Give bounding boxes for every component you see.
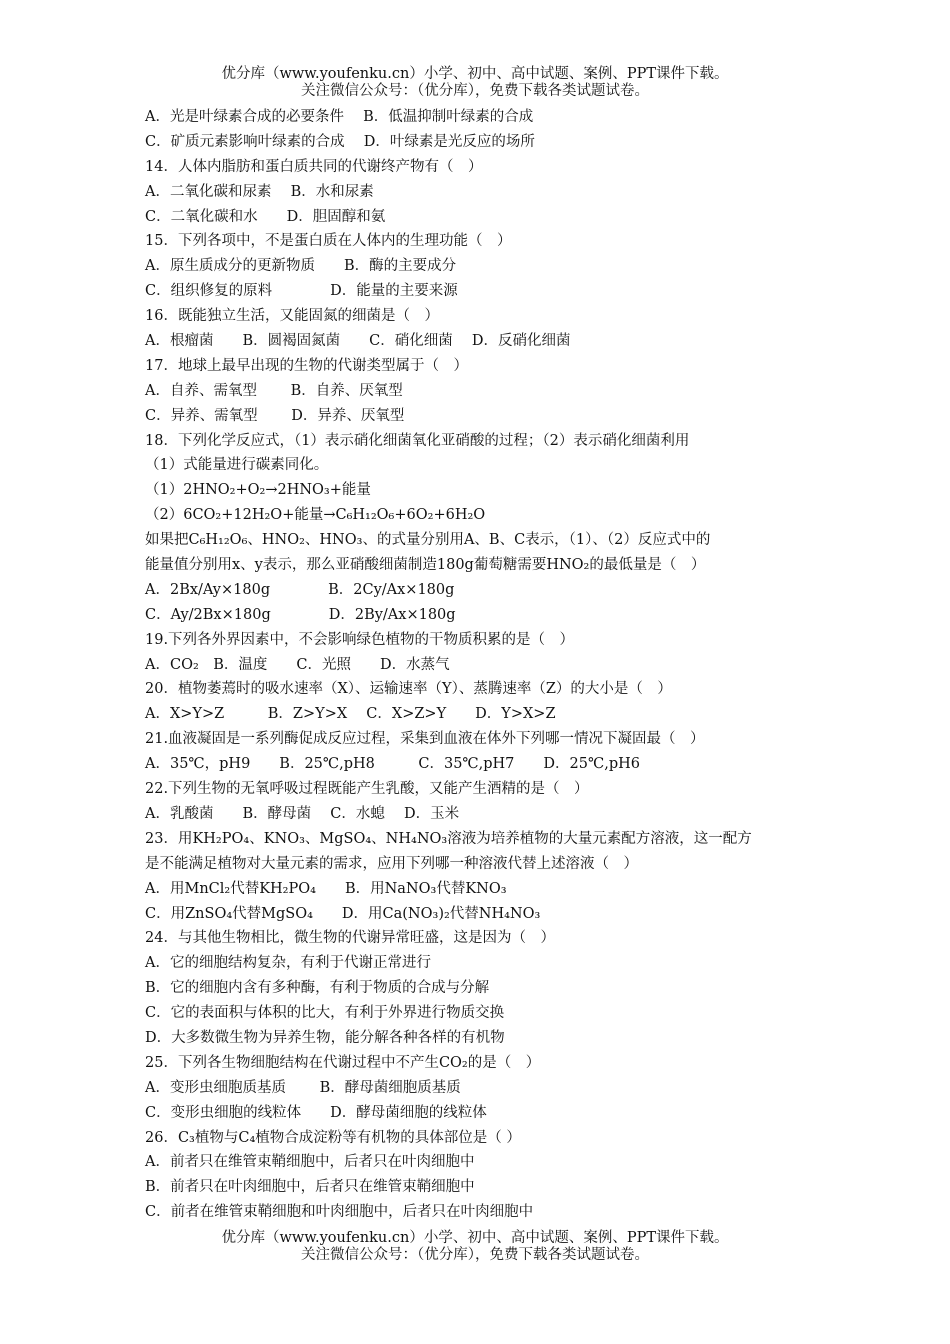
question-24: 24．与其他生物相比，微生物的代谢异常旺盛，这是因为（ ）: [145, 930, 555, 947]
text-line: 如果把C₆H₁₂O₆、HNO₂、HNO₃、的式量分别用A、B、C表示，（1）、（2）反应式中的: [145, 532, 711, 549]
question-20: 20．植物萎蔫时的吸水速率（X）、运输速率（Y）、蒸腾速率（Z）的大小是（ ）: [145, 681, 672, 698]
text-line: A．35℃，pH9 B．25℃,pH8 C．35℃,pH7 D．25℃,pH6: [145, 756, 640, 773]
question-body: [145, 105, 810, 1225]
text-line: C．前者在维管束鞘细胞和叶肉细胞中，后者只在叶肉细胞中: [145, 1204, 534, 1221]
text-line: C．用ZnSO₄代替MgSO₄ D．用Ca(NO₃)₂代替NH₄NO₃: [145, 905, 541, 922]
text-line: A．变形虫细胞质基质 B．酵母菌细胞质基质: [145, 1079, 461, 1096]
text-line: A．CO₂ B．温度 C．光照 D．水蒸气: [145, 656, 450, 673]
text-line: A．X>Y>Z B．Z>Y>X C．X>Z>Y D．Y>X>Z: [145, 706, 556, 723]
text-line: A．根瘤菌 B．圆褐固氮菌 C．硝化细菌 D．反硝化细菌: [145, 333, 571, 350]
text-line: C．变形虫细胞的线粒体 D．酵母菌细胞的线粒体: [145, 1104, 487, 1121]
text-line: C．组织修复的原料 D．能量的主要来源: [145, 283, 458, 300]
text-line: A．原生质成分的更新物质 B．酶的主要成分: [145, 258, 457, 275]
equation-2: （2）6CO₂+12H₂O+能量→C₆H₁₂O₆+6O₂+6H₂O: [145, 507, 486, 524]
text-line: A．它的细胞结构复杂，有利于代谢正常进行: [145, 955, 431, 972]
footer-line-2: 关注微信公众号：（优分库），免费下载各类试题试卷。: [301, 1247, 649, 1263]
text-line: A．用MnCl₂代替KH₂PO₄ B．用NaNO₃代替KNO₃: [145, 880, 507, 897]
text-line: 能量值分别用x、y表示，那么亚硝酸细菌制造180g葡萄糖需要HNO₂的最低量是（ ）: [145, 557, 706, 574]
text-line: C．异养、需氧型 D．异养、厌氧型: [145, 407, 405, 424]
text-line: C．矿质元素影响叶绿素的合成 D．叶绿素是光反应的场所: [145, 133, 535, 150]
question-22: 22.下列生物的无氧呼吸过程既能产生乳酸，又能产生酒精的是（ ）: [145, 781, 589, 798]
text-line: C．它的表面积与体积的比大，有利于外界进行物质交换: [145, 1005, 505, 1022]
footer-line-1: 优分库（www.youfenku.cn）小学、初中、高中试题、案例、PPT课件下载。: [221, 1230, 729, 1246]
text-line: A．乳酸菌 B．酵母菌 C．水螅 D．玉米: [145, 805, 460, 822]
question-25: 25．下列各生物细胞结构在代谢过程中不产生CO₂的是（ ）: [145, 1054, 541, 1071]
text-line: A．前者只在维管束鞘细胞中，后者只在叶肉细胞中: [145, 1154, 475, 1171]
question-19: 19.下列各外界因素中，不会影响绿色植物的干物质积累的是（ ）: [145, 631, 575, 648]
text-line: A．自养、需氧型 B．自养、厌氧型: [145, 382, 403, 399]
question-21: 21.血液凝固是一系列酶促成反应过程，采集到血液在体外下列哪一情况下凝固最（ ）: [145, 731, 705, 748]
question-26: 26．C₃植物与C₄植物合成淀粉等有机物的具体部位是（ ）: [145, 1129, 521, 1146]
question-17: 17．地球上最早出现的生物的代谢类型属于（ ）: [145, 357, 468, 374]
header-line-2: 关注微信公众号：（优分库），免费下载各类试题试卷。: [301, 83, 649, 99]
text-line: C．Ay/2Bx×180g D．2By/Ax×180g: [145, 606, 456, 623]
text-line: A．二氧化碳和尿素 B．水和尿素: [145, 183, 374, 200]
text-line: A．2Bx/Ay×180g B．2Cy/Ax×180g: [145, 581, 455, 598]
text-line: C．二氧化碳和水 D．胆固醇和氨: [145, 208, 386, 225]
question-18: 18．下列化学反应式，（1）表示硝化细菌氧化亚硝酸的过程；（2）表示硝化细菌利用: [145, 432, 690, 449]
text-line: 是不能满足植物对大量元素的需求，应用下列哪一种溶液代替上述溶液（ ）: [145, 855, 638, 872]
question-16: 16．既能独立生活，又能固氮的细菌是（ ）: [145, 308, 439, 325]
header-line-1: 优分库（www.youfenku.cn）小学、初中、高中试题、案例、PPT课件下载。: [221, 66, 729, 82]
question-14: 14．人体内脂肪和蛋白质共同的代谢终产物有（ ）: [145, 158, 483, 175]
text-line: B．前者只在叶肉细胞中，后者只在维管束鞘细胞中: [145, 1179, 475, 1196]
equation-1: （1）2HNO₂+O₂→2HNO₃+能量: [145, 482, 371, 499]
text-line: B．它的细胞内含有多种酶，有利于物质的合成与分解: [145, 980, 490, 997]
page-header: [0, 66, 950, 100]
text-line: D．大多数微生物为异养生物，能分解各种各样的有机物: [145, 1029, 505, 1046]
page-footer: [0, 1230, 950, 1264]
text-line: （1）式能量进行碳素同化。: [145, 457, 329, 474]
question-23: 23．用KH₂PO₄、KNO₃、MgSO₄、NH₄NO₃溶液为培养植物的大量元素配方溶液，这一配方: [145, 830, 752, 847]
question-15: 15．下列各项中，不是蛋白质在人体内的生理功能（ ）: [145, 233, 512, 250]
text-line: A．光是叶绿素合成的必要条件 B．低温抑制叶绿素的合成: [145, 109, 534, 125]
